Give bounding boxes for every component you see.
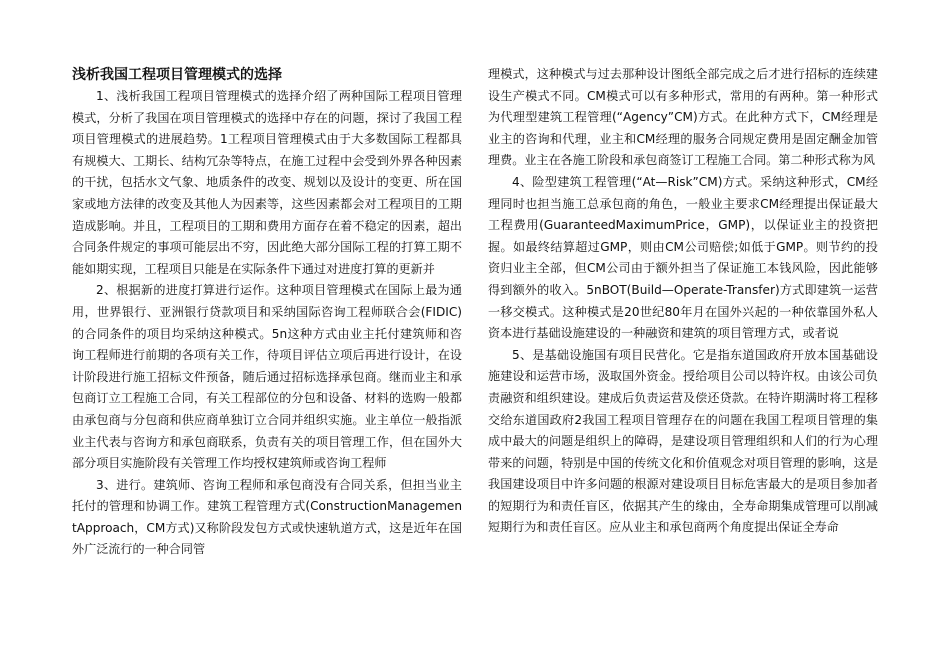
document-title: 浅析我国工程项目管理模式的选择 [72, 67, 282, 83]
right-column [488, 64, 878, 539]
paragraph-2: 2、根据新的进度打算进行运作。这种项目管理模式在国际上最为通用，世界银行、亚洲银行贷款项目和采纳国际咨询工程师联合会(FIDIC)的合同条件的项目均采纳这种模式。5n这种方式由业主托付建筑师和咨询工程师进行前期的各项有关工作，待项目评估立项后再进行设计，在设计阶段进行施工招标文件预备，随后通过招标选择承包商。继而业主和承包商订立工程施工合同，有关工程部位的分包和设备、材料的选购一般都由承包商与分包商和供应商单独订立合同并组织实施。业主单位一般指派业主代表与咨询方和承包商联系，负责有关的项目管理工作，但在国外大部分项目实施阶段有关管理工作均授权建筑师或咨询工程师 [72, 283, 462, 471]
paragraph-4: 4、险型建筑工程管理(“At—Risk”CM)方式。采纳这种形式，CM经理同时也担当施工总承包商的角色，一般业主要求CM经理提出保证最大工程费用(GuaranteedMaximumPrice，GMP)，以保证业主的投资把握。如最终结算超过GMP，则由CM公司赔偿;如低于GMP。则节约的投资归业主全部，但CM公司由于额外担当了保证施工本钱风险，因此能够得到额外的收入。5nBOT(Build—Operate-Transfer)方式即建筑一运营一移交模式。这种模式是20世纪80年月在国外兴起的一种依靠国外私人资本进行基础设施建设的一种融资和建筑的项目管理方式，或者说 [488, 174, 878, 341]
left-column [72, 64, 462, 561]
paragraph-3: 3、进行。建筑师、咨询工程师和承包商没有合同关系，但担当业主托付的管理和协调工作。建筑工程管理方式(ConstructionManagementApproach，CM方式)又称阶段发包方式或快速轨道方式，这是近年在国外广泛流行的一种合同管 [72, 477, 462, 557]
paragraph-1: 1、浅析我国工程项目管理模式的选择介绍了两种国际工程项目管理模式，分析了我国在项目管理模式的选择中存在的问题，探讨了我国工程项目管理模式的进展趋势。1工程项目管理模式由于大多数国际工程都具有规模大、工期长、结构冗杂等特点，在施工过程中会受到外界各种因素的干扰，包括水文气象、地质条件的改变、规划以及设计的变更、所在国家或地方法律的改变及其他人为因素等，这些因素都会对工程项目的工期造成影响。并且，工程项目的工期和费用方面存在着不稳定的因素，超出合同条件规定的事项可能层出不穷，因此绝大部分国际工程的打算工期不能如期实现，工程项目只能是在实际条件下通过对进度打算的更新并 [72, 89, 462, 276]
paragraph-3-continued: 理模式，这种模式与过去那种设计图纸全部完成之后才进行招标的连续建设生产模式不同。CM模式可以有多种形式，常用的有两种。第一种形式为代理型建筑工程管理(“Agency”CM)方式。在此种方式下，CM经理是业主的咨询和代理，业主和CM经理的服务合同规定费用是固定酬金加管理费。业主在各施工阶段和承包商签订工程施工合同。第二种形式称为风 [488, 67, 878, 168]
paragraph-5: 5、是基础设施国有项目民营化。它是指东道国政府开放本国基础设施建设和运营市场，汲取国外资金。授给项目公司以特许权。由该公司负责融资和组织建设。建成后负责运营及偿还贷款。在特许期满时将工程移交给东道国政府2我国工程项目管理存在的问题在我国工程项目管理的集成中最大的问题是组织上的障碍，是建设项目管理组织和人们的行为心理带来的问题，特别是中国的传统文化和价值观念对项目管理的影响，这是我国建设项目中许多问题的根源对建设项目目标危害最大的是项目参加者的短期行为和责任盲区，依据其产生的缘由，全寿命期集成管理可以削减短期行为和责任盲区。应从业主和承包商两个角度提出保证全寿命 [488, 347, 878, 535]
